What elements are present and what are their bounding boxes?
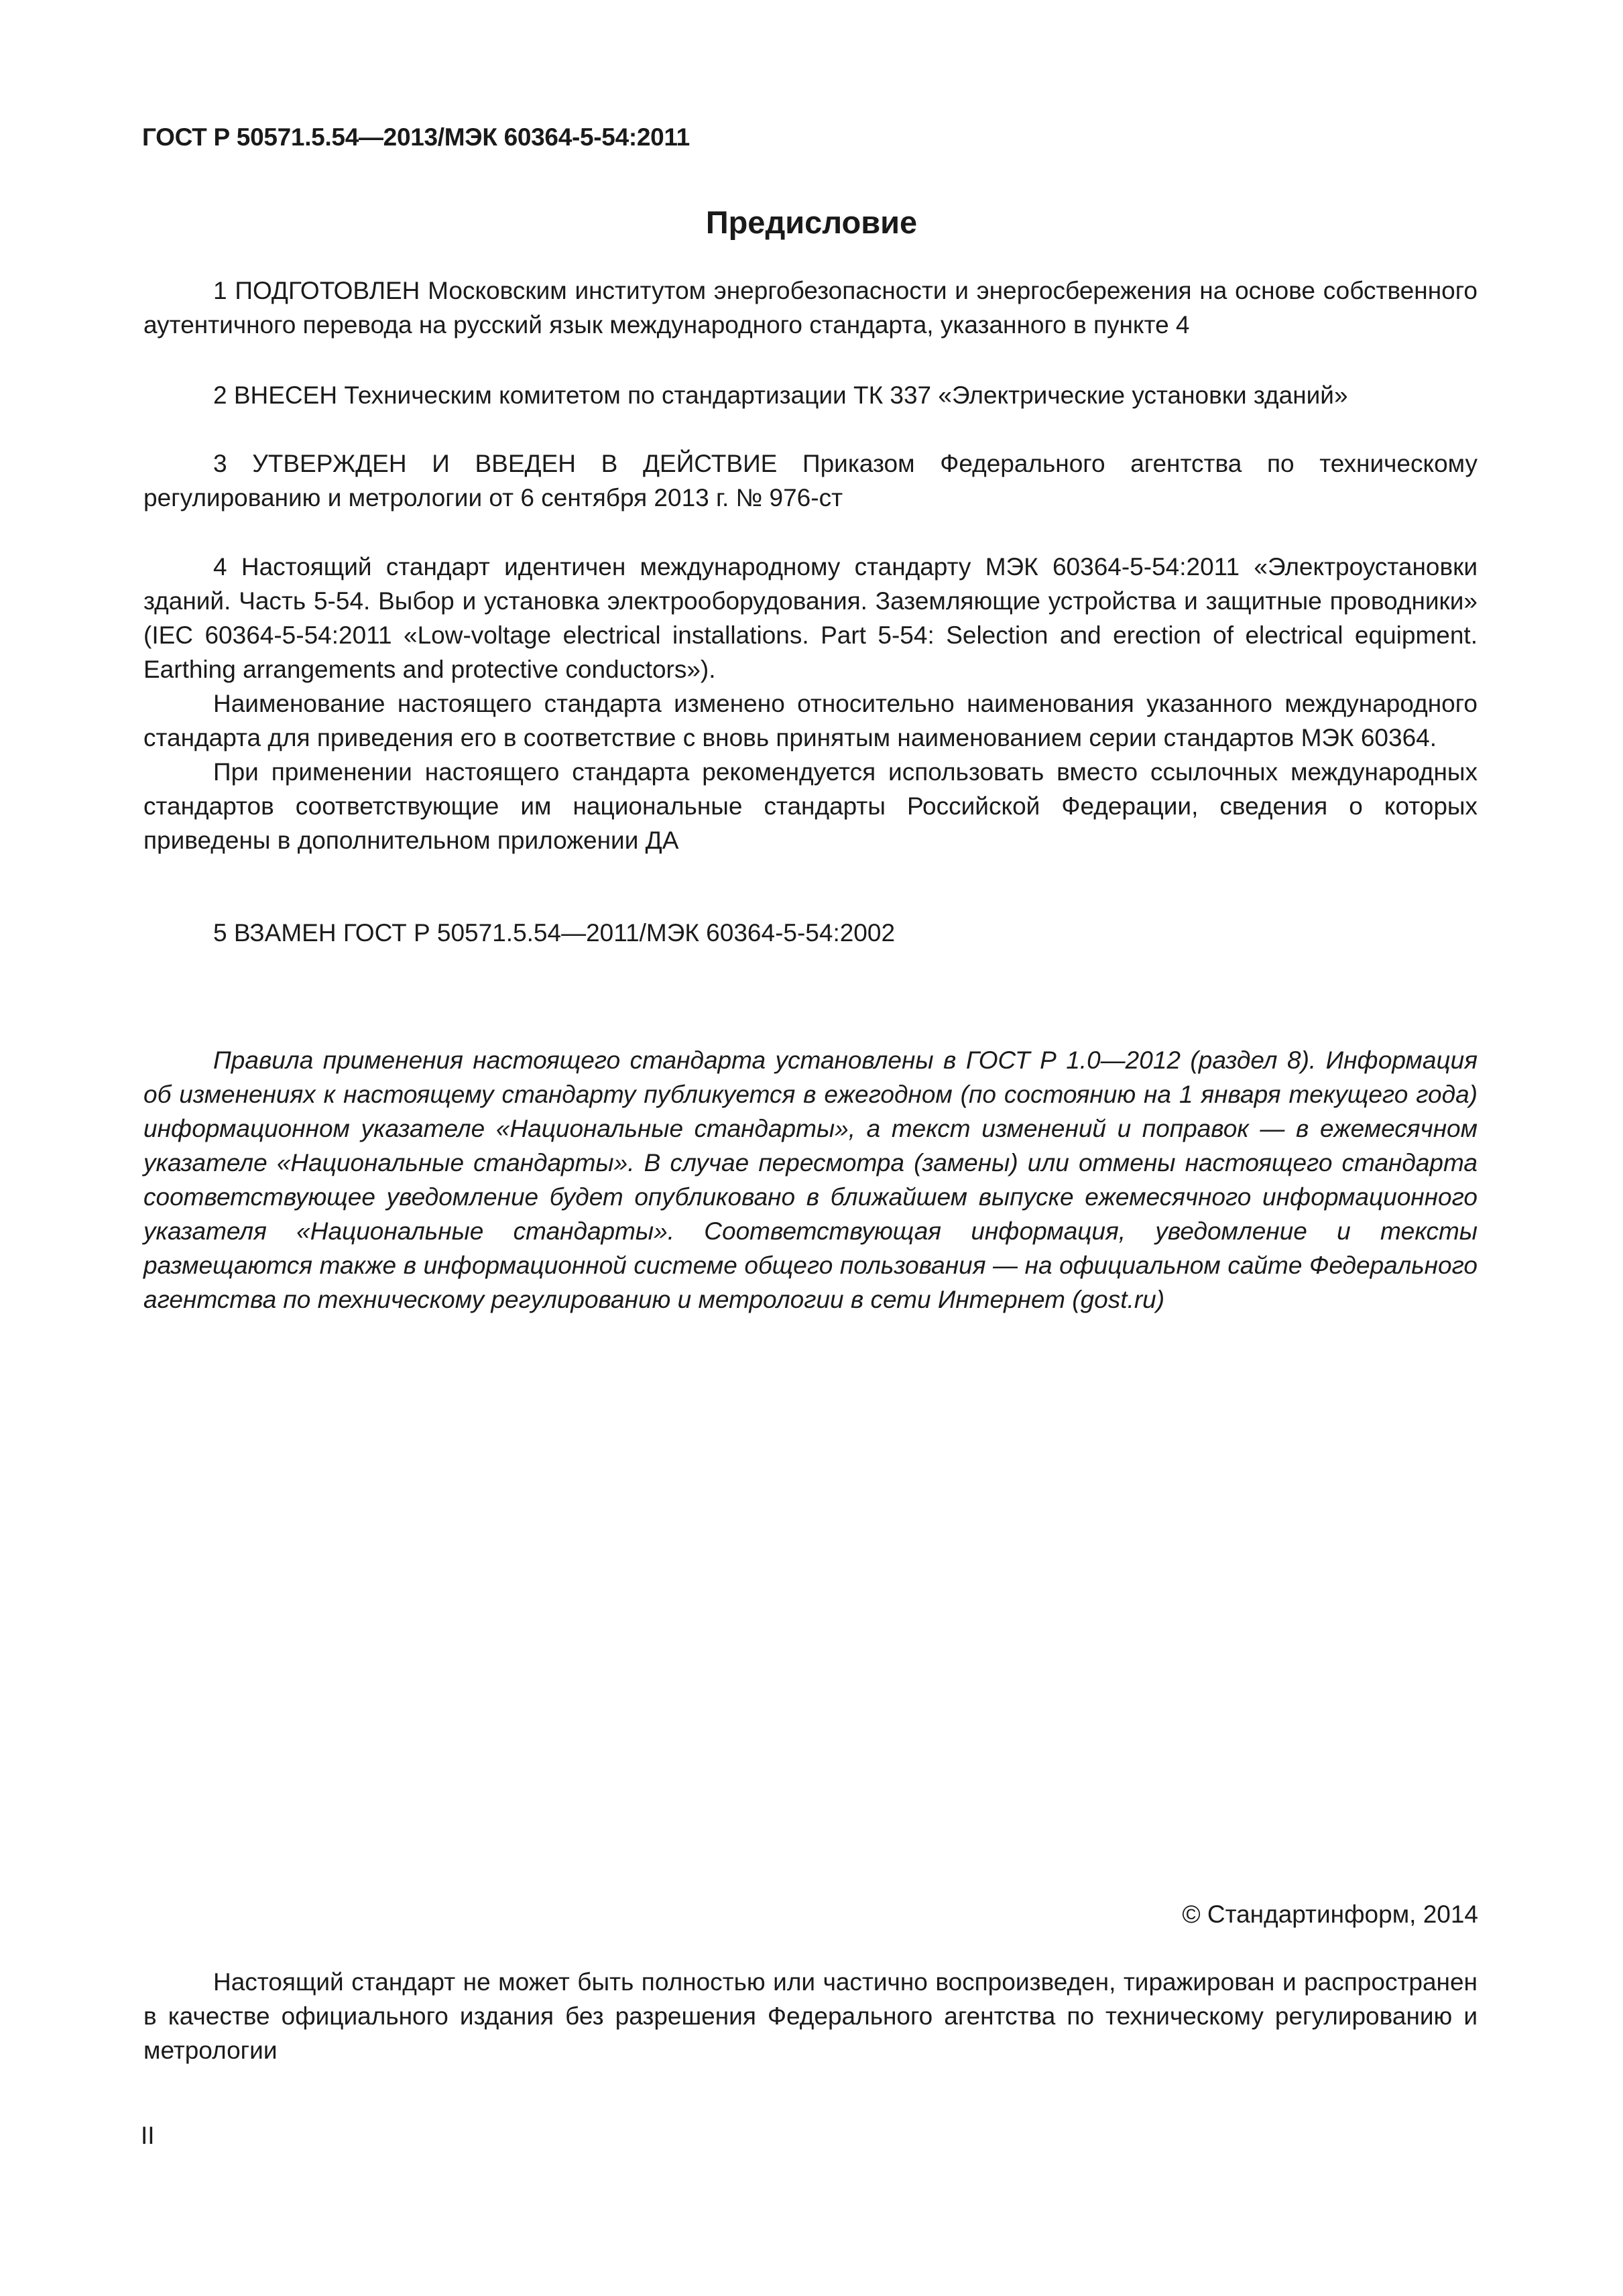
foreword-item-4-paragraph-1: 4 Настоящий стандарт идентичен международному стандарту МЭК 60364-5-54:2011 «Электроустановки зданий. Часть 5-54. Выбор и установка электрооборудования. Заземляющие устройства и защитные проводники» (IEC 60364-5-54:2011 «Low-voltage electrical installations. Part 5-54: Selection and erection of electrical equipment. Earthing arrangements and protective conductors»).	[143, 553, 1478, 683]
reproduction-notice-text: Настоящий стандарт не может быть полностью или частично воспроизведен, тиражирован и распространен в качестве официального издания без разрешения Федерального агентства по техническому регулированию и метрологии	[143, 1968, 1478, 2064]
page-number: II	[141, 2122, 155, 2149]
page-title: Предисловие	[705, 204, 918, 240]
copyright-line: © Стандартинформ, 2014	[1182, 1900, 1478, 1928]
foreword-item-1	[143, 274, 1478, 342]
foreword-item-4	[143, 550, 1478, 857]
rules-notice-text: Правила применения настоящего стандарта установлены в ГОСТ Р 1.0—2012 (раздел 8). Информация об изменениях к настоящему стандарту публикуется в ежегодном (по состоянию на 1 января текущего года) информационном указателе «Национальные стандарты», а текст изменений и поправок — в ежемесячном указателе «Национальные стандарты». В случае пересмотра (замены) или отмены настоящего стандарта соответствующее уведомление будет опубликовано в ближайшем выпуске ежемесячного информационного указателя «Национальные стандарты». Соответствующая информация, уведомление и тексты размещаются также в информационной системе общего пользования — на официальном сайте Федерального агентства по техническому регулированию и метрологии в сети Интернет (gost.ru)	[143, 1046, 1478, 1313]
foreword-item-1-text: 1 ПОДГОТОВЛЕН Московским институтом энергобезопасности и энергосбережения на основе собственного аутентичного перевода на русский язык международного стандарта, указанного в пункте 4	[143, 277, 1478, 339]
foreword-item-2	[143, 378, 1478, 412]
rules-notice	[143, 1043, 1478, 1317]
foreword-item-5-text: 5 ВЗАМЕН ГОСТ Р 50571.5.54—2011/МЭК 60364-5-54:2002	[213, 919, 896, 947]
foreword-item-5	[143, 916, 1478, 950]
foreword-item-3-text: 3 УТВЕРЖДЕН И ВВЕДЕН В ДЕЙСТВИЕ Приказом Федерального агентства по техническому регулированию и метрологии от 6 сентября 2013 г. № 976-ст	[143, 450, 1478, 511]
foreword-item-4-paragraph-2: Наименование настоящего стандарта изменено относительно наименования указанного международного стандарта для приведения его в соответствие с вновь принятым наименованием серии стандартов МЭК 60364.	[143, 690, 1478, 751]
foreword-item-2-text: 2 ВНЕСЕН Техническим комитетом по стандартизации ТК 337 «Электрические установки зданий»	[213, 381, 1348, 409]
reproduction-notice	[143, 1965, 1478, 2067]
foreword-item-3	[143, 446, 1478, 515]
foreword-item-4-paragraph-3: При применении настоящего стандарта рекомендуется использовать вместо ссылочных международных стандартов соответствующие им национальные стандарты Российской Федерации, сведения о которых приведены в дополнительном приложении ДА	[143, 758, 1478, 854]
standard-designation: ГОСТ Р 50571.5.54—2013/МЭК 60364-5-54:2011	[142, 123, 690, 151]
